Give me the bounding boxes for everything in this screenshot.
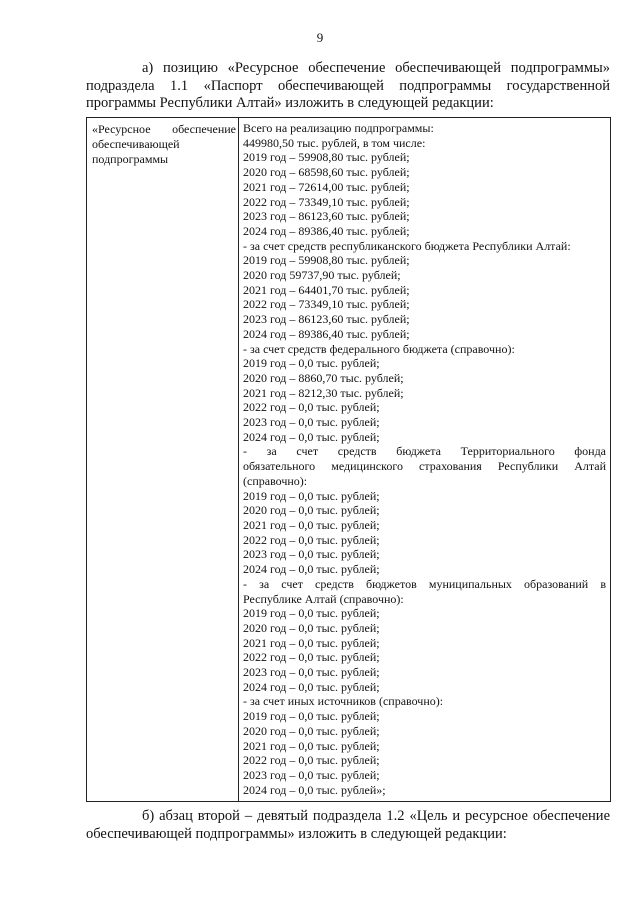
table-label-line: «Ресурсное обеспечение — [92, 122, 236, 136]
table-value-line: 2021 год – 64401,70 тыс. рублей; — [243, 282, 410, 297]
table-label-line: обеспечивающей — [92, 137, 180, 151]
table-value-line: 2020 год – 0,0 тыс. рублей; — [243, 503, 380, 518]
table-value-line: 2019 год – 0,0 тыс. рублей; — [243, 488, 380, 503]
resource-provision-table — [86, 117, 611, 802]
table-value-line: 2020 год 59737,90 тыс. рублей; — [243, 268, 401, 283]
table-value-line: 2021 год – 0,0 тыс. рублей; — [243, 635, 380, 650]
table-value-line: 2024 год – 0,0 тыс. рублей; — [243, 429, 380, 444]
table-value-line: 2023 год – 0,0 тыс. рублей; — [243, 547, 380, 562]
paragraph-b-line: обеспечивающей подпрограммы» изложить в следующей редакции: — [86, 825, 507, 842]
table-value-line: Республике Алтай (справочно): — [243, 591, 404, 606]
table-value-line: - за счет иных источников (справочно): — [243, 694, 444, 709]
table-value-line: - за счет средств бюджета Территориального фонда — [243, 444, 606, 459]
page-number: 9 — [316, 30, 324, 45]
table-value-line: 2022 год – 0,0 тыс. рублей; — [243, 400, 380, 415]
table-value-line: 2022 год – 0,0 тыс. рублей; — [243, 650, 380, 665]
paragraph-a-line: а) позицию «Ресурсное обеспечение обеспечивающей подпрограммы» — [142, 60, 610, 76]
table-label-line: подпрограммы — [92, 152, 169, 166]
paragraph-a-line: подраздела 1.1 «Паспорт обеспечивающей подпрограммы государственной — [86, 77, 610, 94]
table-value-line: 449980,50 тыс. рублей, в том числе: — [243, 135, 426, 150]
table-value-line: - за счет средств федерального бюджета (справочно): — [243, 341, 515, 356]
table-value-line: 2019 год – 0,0 тыс. рублей; — [243, 606, 380, 621]
paragraph-a-line: программы Республики Алтай» изложить в следующей редакции: — [86, 95, 494, 111]
table-value-line: Всего на реализацию подпрограммы: — [243, 121, 434, 135]
table-value-line: 2022 год – 73349,10 тыс. рублей; — [243, 194, 410, 209]
table-value-line: 2024 год – 0,0 тыс. рублей; — [243, 562, 380, 577]
table-value-line: 2019 год – 0,0 тыс. рублей; — [243, 356, 380, 371]
table-value-line: 2024 год – 0,0 тыс. рублей»; — [243, 782, 386, 797]
table-value-line: 2020 год – 68598,60 тыс. рублей; — [243, 165, 410, 180]
table-value-line: - за счет средств республиканского бюджета Республики Алтай: — [243, 238, 571, 253]
table-value-line: 2023 год – 86123,60 тыс. рублей; — [243, 312, 410, 327]
table-label-cell — [87, 118, 239, 801]
table-value-line: 2020 год – 8860,70 тыс. рублей; — [243, 370, 404, 385]
table-value-line: 2021 год – 72614,00 тыс. рублей; — [243, 179, 410, 194]
table-value-line: 2021 год – 0,0 тыс. рублей; — [243, 738, 380, 753]
paragraph-a — [86, 60, 610, 113]
table-value-line: 2024 год – 89386,40 тыс. рублей; — [243, 223, 410, 238]
table-value-line: 2019 год – 0,0 тыс. рублей; — [243, 709, 380, 724]
table-value-line: 2019 год – 59908,80 тыс. рублей; — [243, 253, 410, 268]
table-value-line: 2024 год – 0,0 тыс. рублей; — [243, 679, 380, 694]
table-value-line: 2022 год – 73349,10 тыс. рублей; — [243, 297, 410, 312]
paragraph-b — [86, 808, 610, 843]
table-value-line: 2024 год – 89386,40 тыс. рублей; — [243, 326, 410, 341]
table-value-line: 2020 год – 0,0 тыс. рублей; — [243, 723, 380, 738]
paragraph-b-line: б) абзац второй – девятый подраздела 1.2 «Цель и ресурсное обеспечение — [142, 808, 610, 824]
table-value-line: 2022 год – 0,0 тыс. рублей; — [243, 532, 380, 547]
table-value-line: (справочно): — [243, 473, 308, 488]
table-value-line: 2019 год – 59908,80 тыс. рублей; — [243, 150, 410, 165]
table-value-line: - за счет средств бюджетов муниципальных образований в — [243, 576, 606, 591]
table-value-line: 2022 год – 0,0 тыс. рублей; — [243, 753, 380, 768]
table-value-line: обязательного медицинского страхования Республики Алтай — [243, 459, 606, 474]
table-value-line: 2021 год – 0,0 тыс. рублей; — [243, 517, 380, 532]
table-value-line: 2023 год – 0,0 тыс. рублей; — [243, 665, 380, 680]
table-value-line: 2021 год – 8212,30 тыс. рублей; — [243, 385, 404, 400]
table-value-line: 2023 год – 0,0 тыс. рублей; — [243, 415, 380, 430]
table-value-line: 2023 год – 86123,60 тыс. рублей; — [243, 209, 410, 224]
table-value-cell — [239, 118, 610, 797]
table-value-line: 2020 год – 0,0 тыс. рублей; — [243, 620, 380, 635]
table-value-line: 2023 год – 0,0 тыс. рублей; — [243, 767, 380, 782]
